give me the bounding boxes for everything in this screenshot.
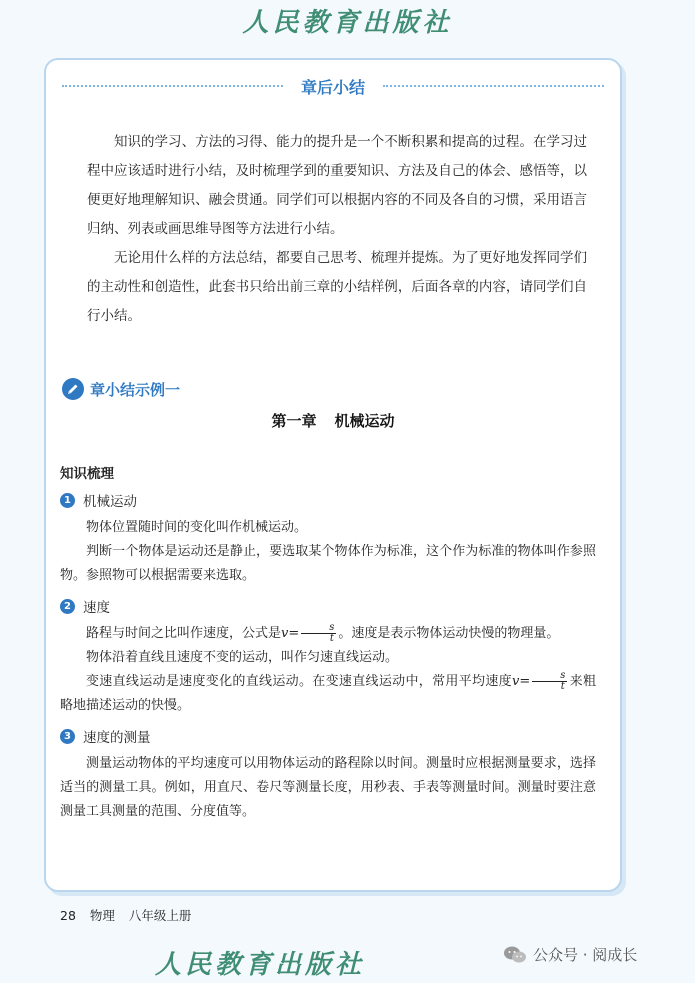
dotted-divider-left	[62, 85, 283, 87]
formula-fraction	[301, 623, 336, 644]
topic-body	[60, 752, 596, 824]
subject-label: 物理	[89, 908, 115, 923]
section-heading: 知识梳理	[60, 466, 114, 482]
volume-label: 八年级上册	[128, 908, 192, 923]
example-heading	[62, 378, 180, 400]
topic-paragraph: 判断一个物体是运动还是静止，要选取某个物体作为标准，这个作为标准的物体叫作参照物。参照物可以根据需要来选取。	[60, 544, 596, 583]
topic-paragraph: 物体位置随时间的变化叫作机械运动。	[86, 520, 308, 535]
summary-intro	[87, 128, 587, 331]
topic-paragraph: 物体沿着直线且速度不变的运动，叫作匀速直线运动。	[86, 650, 399, 665]
topic-paragraph	[60, 622, 596, 646]
topic-paragraph: 测量运动物体的平均速度可以用物体运动的路程除以时间。测量时应根据测量要求，选择适当的测量工具。例如，用直尺、卷尺等测量长度，用秒表、手表等测量时间。测量时要注意测量工具测量的范围、分度值等。	[60, 756, 596, 819]
topic-number-badge: 3	[60, 729, 75, 744]
page-footer	[60, 906, 201, 924]
formula-equals: =	[288, 626, 300, 641]
formula-fraction	[532, 671, 567, 692]
formula-variable-v: v	[281, 626, 289, 641]
topic-title: 机械运动	[83, 494, 137, 510]
chapter-title	[46, 410, 620, 431]
fraction-numerator: s	[301, 623, 336, 634]
topic-heading	[60, 490, 137, 510]
summary-header	[62, 74, 604, 98]
topic-number-badge: 2	[60, 599, 75, 614]
topic-number-badge: 1	[60, 493, 75, 508]
variable-motion-text: 变速直线运动是速度变化的直线运动。在变速直线运动中，常用平均速度	[86, 674, 512, 689]
chapter-name: 机械运动	[334, 412, 395, 430]
speed-meaning-text: 。速度是表示物体运动快慢的物理量。	[338, 626, 560, 641]
formula-equals: =	[519, 674, 531, 689]
summary-panel	[44, 58, 622, 892]
publisher-logo-bottom: 人民教育出版社	[154, 950, 365, 980]
dotted-divider-right	[383, 85, 604, 87]
intro-paragraph: 知识的学习、方法的习得、能力的提升是一个不断积累和提高的过程。在学习过程中应该适时进行小结，及时梳理学到的重要知识、方法及自己的体会、感悟等，以便更好地理解知识、融会贯通。同学们可以根据内容的不同及各自的习惯，采用语言归纳、列表或画思维导图等方法进行小结。	[87, 134, 587, 237]
topic-heading	[60, 596, 110, 616]
topic-body	[60, 516, 596, 588]
topic-heading	[60, 726, 151, 746]
average-speed-text: 来粗略地描述运动的快慢。	[60, 674, 596, 713]
page-number: 28	[60, 908, 76, 923]
summary-title: 章后小结	[301, 77, 366, 97]
intro-paragraph: 无论用什么样的方法总结，都要自己思考、梳理并提炼。为了更好地发挥同学们的主动性和创造性，此套书只给出前三章的小结样例，后面各章的内容，请同学们自行小结。	[87, 250, 587, 324]
fraction-denominator: t	[560, 681, 565, 692]
speed-definition-text: 路程与时间之比叫作速度，公式是	[86, 626, 282, 641]
topic-title: 速度	[83, 600, 110, 616]
topic-paragraph	[60, 670, 596, 718]
topic-body	[60, 622, 596, 718]
wechat-icon	[503, 945, 527, 965]
fraction-denominator: t	[329, 633, 334, 644]
topic-title: 速度的测量	[83, 730, 151, 746]
pencil-icon	[62, 378, 84, 400]
example-label: 章小结示例一	[90, 380, 181, 399]
fraction-numerator: s	[532, 671, 567, 682]
formula-variable-v: v	[511, 674, 520, 689]
watermark-text: 公众号 · 阅成长	[533, 946, 638, 964]
publisher-logo-top: 人民教育出版社	[242, 8, 453, 38]
chapter-number: 第一章	[271, 412, 317, 430]
watermark	[503, 944, 637, 965]
